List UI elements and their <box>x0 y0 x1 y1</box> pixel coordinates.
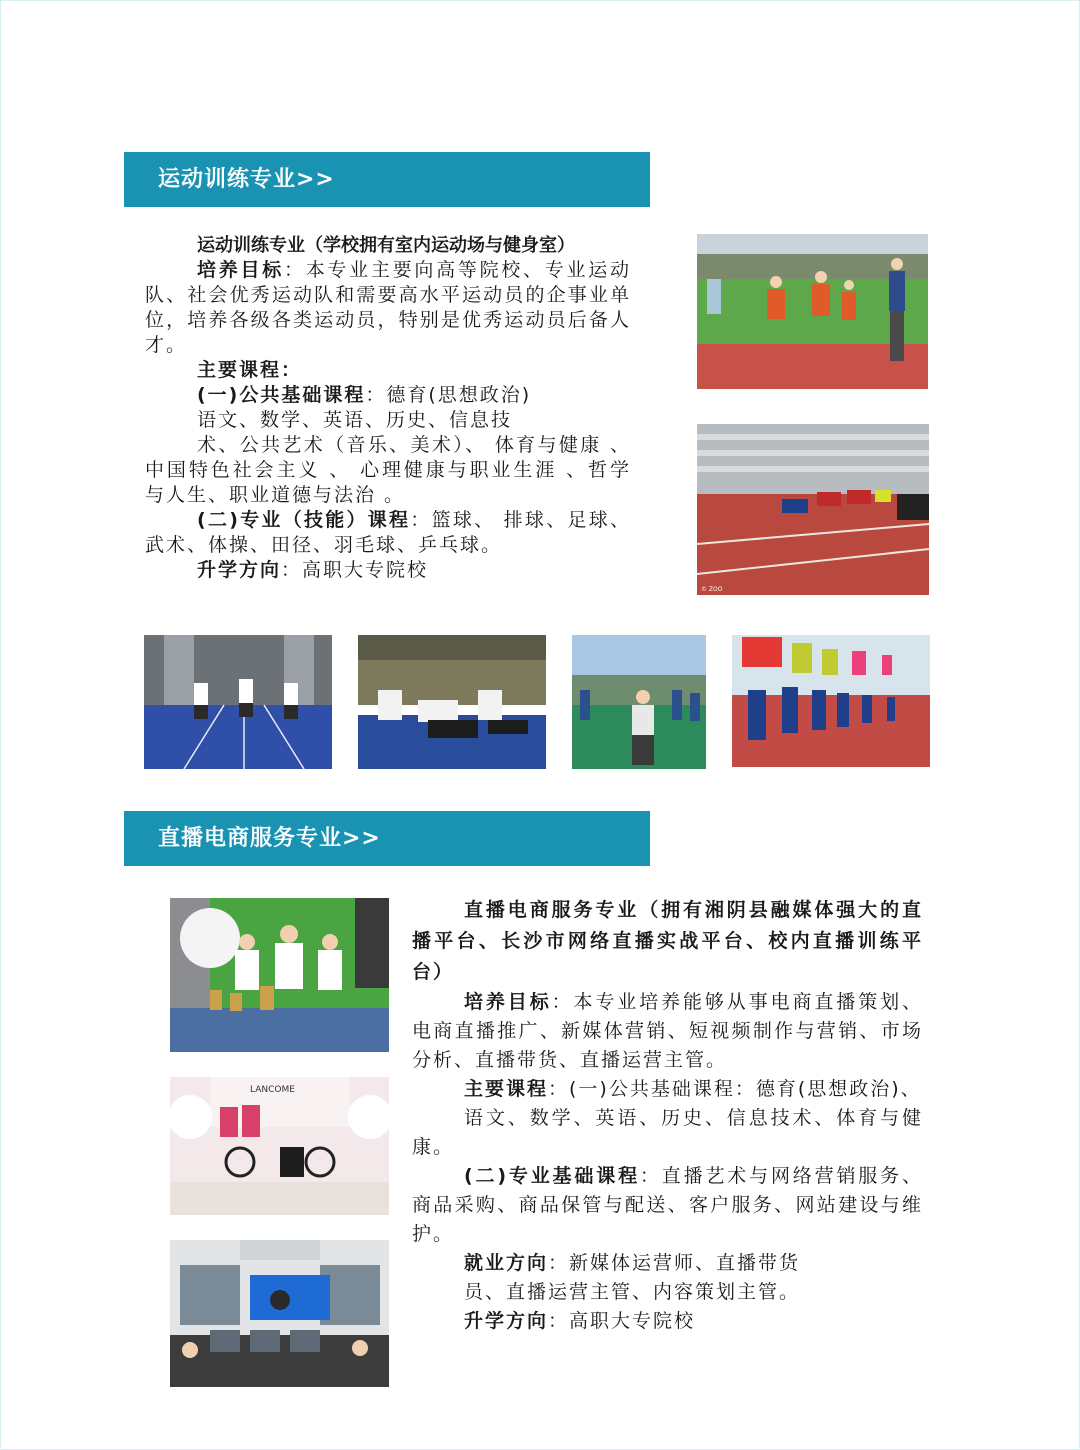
pro-label-2: (二)专业基础课程 <box>464 1165 640 1187</box>
livestream-further <box>412 1307 923 1336</box>
further-text-2: ：高职大专院校 <box>548 1310 696 1332</box>
livestream-pro-courses <box>412 1162 923 1249</box>
courses-label: 主要课程 <box>197 359 282 381</box>
livestream-description <box>412 895 923 1336</box>
job-text-1: ：新媒体运营师、直播带货 <box>548 1252 801 1274</box>
public-label: (一)公共基础课程 <box>197 384 366 406</box>
goal-label: 培养目标 <box>197 259 284 281</box>
sports-title: 运动训练专业（学校拥有室内运动场与健身室） <box>197 235 575 256</box>
goal-text: ：本专业主要向高等院校、专业运动队、社会优秀运动队和需要高水平运动员的企事业单位，培养各级各类运动员，特别是优秀运动员后备人才。 <box>145 259 631 356</box>
section-header-sports: 运动训练专业>> <box>124 152 650 207</box>
photo-martial-arts <box>358 635 546 769</box>
section-header-livestream: 直播电商服务专业>> <box>124 811 650 866</box>
goal-text-2: ：本专业培养能够从事电商直播策划、电商直播推广、新媒体营销、短视频制作与营销、市场分析、直播带货、直播运营主管。 <box>412 991 923 1071</box>
pro-label: (二)专业（技能）课程 <box>197 509 411 531</box>
photo-sprint-start <box>697 424 929 595</box>
sports-further <box>145 558 631 583</box>
banner-brand: LANCOME <box>250 1085 295 1095</box>
courses-colon: ： <box>281 359 303 381</box>
livestream-courses <box>412 1075 923 1104</box>
pro-text-2: ：直播艺术与网络营销服务、 商品采购、商品保管与配送、客户服务、网站建设与维护。 <box>412 1165 923 1245</box>
sports-courses <box>145 358 631 383</box>
sports-description <box>145 233 631 583</box>
livestream-job <box>412 1249 923 1278</box>
further-label-2: 升学方向 <box>464 1310 549 1332</box>
photo-track-runners <box>697 234 928 389</box>
sports-public-courses <box>145 383 631 408</box>
livestream-job-2: 员、直播运营主管、内容策划主管。 <box>464 1281 801 1303</box>
further-text: ：高职大专院校 <box>281 559 429 581</box>
courses-label-2: 主要课程 <box>464 1078 549 1100</box>
goal-label-2: 培养目标 <box>464 991 552 1013</box>
sports-pro-courses <box>145 508 631 558</box>
livestream-goal <box>412 988 923 1075</box>
public-text-1: ：德育(思想政治) <box>365 384 532 406</box>
job-label: 就业方向 <box>464 1252 549 1274</box>
livestream-courses-2: 语文、数学、英语、历史、信息技术、体育与健康。 <box>412 1107 923 1158</box>
pro-text: ：篮球、 排球、足球、武术、体操、田径、羽毛球、乒乓球。 <box>145 509 631 556</box>
courses-text-2: ：(一)公共基础课程：德育(思想政治)、 <box>548 1078 922 1100</box>
photo-parade <box>732 635 930 767</box>
photo-lancome-livestream <box>170 1077 389 1215</box>
sports-public-courses-2: 语文、数学、英语、历史、信息技 <box>197 409 513 431</box>
photo-livestream-control-room <box>170 1240 389 1387</box>
photo-green-screen-studio <box>170 898 389 1052</box>
photo-credit: © ZOO <box>701 586 723 593</box>
photo-indoor-track <box>144 635 332 769</box>
livestream-title: 直播电商服务专业（拥有湘阴县融媒体强大的直播平台、长沙市网络直播实战平台、校内直播训练平台） <box>412 899 923 983</box>
sports-goal <box>145 258 631 358</box>
sports-public-courses-3: 术、公共艺术（音乐、美术）、 体育与健康 、中国特色社会主义 、 心理健康与职业生涯 、哲学与人生、职业道德与法治 。 <box>145 434 631 506</box>
further-label: 升学方向 <box>197 559 282 581</box>
photo-outdoor-exercise <box>572 635 706 769</box>
